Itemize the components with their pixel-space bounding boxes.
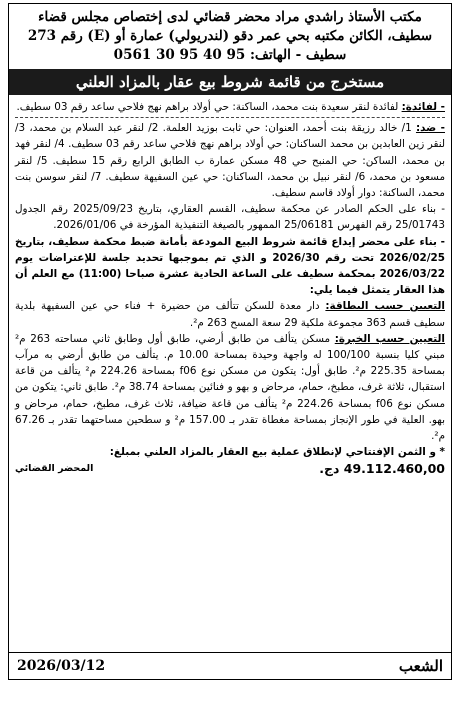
card-label: التعيين حسب البطاقة: xyxy=(325,300,445,313)
separator xyxy=(15,117,445,118)
against-text: 1/ خالد رزيقة بنت أحمد، العنوان: حي ثابت بوزيد العلمة. 2/ لنقر عبد السلام بن محمد، 3/ لنقر زين العابدين بن محمد الساكنان: حي أولاد براهم نهج فلاحي ساعد رقم 03 سطيف. 4/ لنقر فهد بن محمد، الساكن: حي المنبح حي 48 مسكن عمارة ب الطابق الرابع رقم 15 سطيف. 5/ لنقر مسعود بن محمد، 6/ لنقر نبيل بن محمد، الساكنان: حي عين السفيهة سطيف. 7/ لنقر سوسن بنت محمد، الساكنة: دوار أولاد قاسم سطيف. xyxy=(15,122,446,200)
announcement-body xyxy=(15,99,445,478)
bailiff-header xyxy=(15,8,445,65)
against-paragraph xyxy=(15,120,445,201)
header-line-3: سطيف - الهاتف: 95 40 95 30 0561 xyxy=(113,47,347,63)
expertise-paragraph xyxy=(15,331,445,444)
header-line-1: مكتب الأستاذ راشدي مراد محضر قضائي لدى إختصاص مجلس قضاء xyxy=(38,9,422,25)
card-text: دار معدة للسكن تتألف من حضيرة + فناء حي عين السفيهة بلدية سطيف قسم 363 مجموعة ملكية 29 سعة المسح 263 م². xyxy=(15,300,445,329)
title-banner: مستخرج من قائمة شروط بيع عقار بالمزاد العلني xyxy=(9,69,451,95)
price-intro: * و الثمن الإفتتاحي لإنطلاق عملية بيع العقار بالمزاد العلني بمبلغ: xyxy=(109,446,445,459)
header-line-2: سطيف، الكائن مكتبه بحي عمر دقو (لندريولي) عمارة أو (E) رقم 273 xyxy=(27,28,433,44)
expertise-text: مسكن يتألف من طابق أرضي، طابق أول وطابق ثاني مساحته 263 م² مبني كليا بنسبة 100/100 له واجهة وحيدة بمساحة 10.00 م. يتألف من طابق أرضي به مرآب بمساحة 225.35 م². طابق أول: يتكون من مسكن نوع f06 بمساحة 224.26 م² يتألف من قاعة استقبال، ثلاثة غرف، مطبخ، حمام، مرحاض و بهو و فنائين بمساحة 38.74 م². طابق ثاني: يتكون من مسكن نوع f06 بمساحة 224.26 م² يتألف من قاعة ضيافة، ثلاث غرف، مطبخ، حمام، مرحاض و بهو. العلية في طور الإنجاز بمساحة مغطاة تقدر بـ 157.00 م² و سطحين مساحتهما تقدر بـ 67.26 م². xyxy=(15,332,446,443)
beneficiary-label: - لفائدة: xyxy=(401,101,445,113)
opening-price: 49.112.460,00 دج. xyxy=(319,461,445,477)
judgment-paragraph: - بناء على الحكم الصادر عن محكمة سطيف، القسم العقاري، بتاريخ 2025/09/23 رقم الجدول 25/01743 رقم الفهرس 25/06181 الممهور بالصيغة التنفيذية المؤرخة في 2026/01/06. xyxy=(15,203,445,232)
newspaper-name: الشعب xyxy=(398,657,443,675)
card-paragraph xyxy=(15,298,445,330)
beneficiary-text: لفائدة لنقر سعيدة بنت محمد، الساكنة: حي أولاد براهم نهج فلاحي ساعد رقم 03 سطيف. xyxy=(16,101,402,113)
newspaper-footer xyxy=(9,652,451,679)
bailiff-signature: المحضر القضائي xyxy=(15,463,94,475)
announcement-page xyxy=(8,3,452,680)
price-row xyxy=(15,461,445,477)
filing-paragraph: - بناء على محضر إيداع قائمة شروط البيع المودعة بأمانة ضبط محكمة سطيف، بتاريخ 2026/02/25 تحت رقم 2026/30 و الذي تم بموجبها تحديد جلسة للإعتراضات يوم 2026/03/22 بمحكمة سطيف على الساعة الحادية عشرة صباحا (11:00) مع العلم أن هذا العقار يتمثل فيما يلي: xyxy=(15,235,445,297)
beneficiary-paragraph xyxy=(15,99,445,115)
publication-date: 2026/03/12 xyxy=(17,658,106,674)
expertise-label: التعيين حسب الخبرة: xyxy=(334,332,445,345)
against-label: - ضد: xyxy=(415,122,445,135)
